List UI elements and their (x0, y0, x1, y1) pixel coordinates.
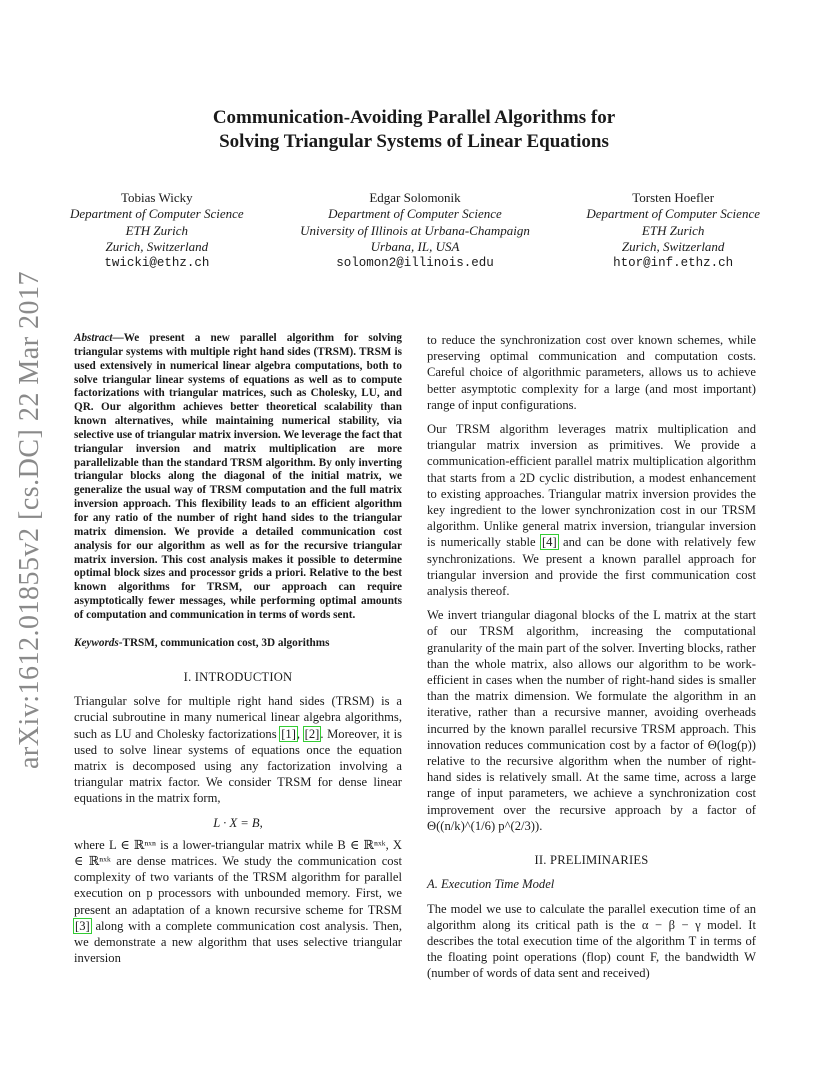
equation-trsm: L · X = B, (213, 815, 263, 830)
right-paragraph-2 (427, 421, 756, 599)
author-name: Edgar Solomonik (369, 190, 461, 205)
text-run: , (296, 726, 304, 741)
author-email[interactable]: htor@inf.ethz.ch (613, 256, 734, 271)
abstract (74, 332, 402, 623)
author-name: Torsten Hoefler (632, 190, 715, 205)
author-location: Zurich, Switzerland (621, 238, 725, 254)
abstract-text: —We present a new parallel algorithm for solving triangular systems with multiple right hand sides (TRSM). TRSM is used extensively in numerical linear algebra computations, both to solve triangular linear systems of equations as well as to compute factorizations with triangular matrices, such as Cholesky, LU, and QR. Our algorithm achieves better theoretical scalability than known alternatives, while maintaining numerical stability, via selective use of triangular matrix inversion. We leverage the fact that triangular inversion and matrix multiplication are more parallelizable than the standard TRSM algorithm. By only inverting triangular blocks along the diagonal of the initial matrix, we generalize the usual way of TRSM computation and the full matrix inversion approach. This flexibility leads to an efficient algorithm for any ratio of the number of right hand sides to the triangular matrix dimension. We provide a detailed communication cost analysis for our algorithm as well as for the recursive triangular matrix inversion. This cost analysis makes it possible to determine optimal block sizes and processor grids a priori. Relative to the best known algorithms for TRSM, our approach can require asymptotically fewer messages, while performing optimal amounts of computation and communication in terms of words sent. (74, 332, 402, 621)
author-institution: ETH Zurich (125, 222, 189, 238)
author-institution: ETH Zurich (641, 222, 705, 238)
section-heading-preliminaries: II. PRELIMINARIES (534, 853, 649, 868)
intro-paragraph-2 (74, 837, 402, 967)
right-paragraph-1: to reduce the synchronization cost over known schemes, while preserving optimal communication and computation costs. Careful choice of algorithmic parameters, allows us to achieve better asymptotic complexity for a large (and most important) range of input configurations. (427, 333, 756, 412)
text-run: along with a complete communication cost analysis. Then, we demonstrate a new algorithm that uses selective triangular inversion (74, 918, 402, 966)
author-1 (70, 190, 244, 271)
right-paragraph-3: We invert triangular diagonal blocks of the L matrix at the start of our TRSM algorithm, increasing the computational granularity of the main part of the solver. Inverting blocks, rather than the whole matrix, also allows our algorithm to be work-efficient in cases when the number of right-hand sides is smaller than the matrix dimension. We formulate the algorithm in an iterative, rather than a recursive manner, avoiding overheads incurred by the known parallel recursive TRSM approach. This innovation reduces communication cost by a factor of Θ(log(p)) relative to the recursive algorithm when the number of right-hand sides is relatively small. At the same time, across a large range of input parameters, we achieve a synchronization cost improvement over the recursive approach by a factor of Θ((n/k)^(1/6) p^(2/3)). (427, 608, 756, 833)
right-column (427, 332, 756, 990)
author-department: Department of Computer Science (70, 206, 244, 222)
author-email[interactable]: solomon2@illinois.edu (336, 256, 494, 271)
left-column (74, 332, 402, 974)
section-heading-introduction: I. INTRODUCTION (183, 669, 293, 684)
title-line-1: Communication-Avoiding Parallel Algorithms for (212, 107, 616, 128)
author-name: Tobias Wicky (121, 190, 193, 205)
author-block (70, 190, 760, 271)
author-institution: University of Illinois at Urbana-Champaign (300, 222, 530, 238)
intro-paragraph-1 (74, 693, 402, 806)
text-run: and can be done with relatively few synchronizations. We present a known parallel approach for triangular inversion and provide the first communication cost analysis thereof. (427, 535, 756, 599)
author-location: Urbana, IL, USA (370, 238, 460, 254)
keywords (74, 635, 402, 651)
author-3 (586, 190, 760, 271)
arxiv-sidebar (8, 270, 52, 770)
author-department: Department of Computer Science (328, 206, 502, 222)
citation-link-4[interactable]: [4] (541, 535, 557, 550)
arxiv-identifier: arXiv:1612.01855v2 [cs.DC] 22 Mar 2017 (14, 270, 45, 770)
text-run: where L ∈ ℝⁿˣⁿ is a lower-triangular matrix while B ∈ ℝⁿˣᵏ, X ∈ ℝⁿˣᵏ are dense matrices. We study the communication cost complexity of two variants of the TRSM algorithm for parallel execution on p processors with unbounded memory. First, we present an adaptation of a known recursive scheme for TRSM (74, 837, 402, 917)
author-2 (300, 190, 530, 271)
citation-link-3[interactable]: [3] (75, 918, 90, 933)
citation-link-2[interactable]: [2] (304, 726, 320, 741)
text-run: Our TRSM algorithm leverages matrix multiplication and triangular matrix inversion as primitives. We provide a communication-efficient parallel matrix multiplication algorithm that starts from a 2D cyclic distribution, a modest enhancement to existing approaches. Triangular matrix inversion provides the key ingredient to the lower synchronization cost in our TRSM algorithm. Unlike general matrix inversion, triangular inversion is numerically stable (427, 422, 756, 550)
subsection-heading-execution-time-model: A. Execution Time Model (427, 877, 555, 892)
author-email[interactable]: twicki@ethz.ch (104, 256, 210, 271)
author-department: Department of Computer Science (586, 206, 760, 222)
text-run: . Moreover, it is used to solve linear systems of equations once the equation matrix is decomposed using any factorization involving a triangular matrix factor. We consider TRSM for dense linear equations in the matrix form, (74, 726, 402, 806)
keywords-text: -TRSM, communication cost, 3D algorithms (118, 636, 330, 649)
text-run: Triangular solve for multiple right hand sides (TRSM) is a crucial subroutine in many numerical linear algebra algorithms, such as LU and Cholesky factorizations (74, 694, 402, 741)
citation-link-1[interactable]: [1] (281, 726, 296, 741)
author-location: Zurich, Switzerland (105, 238, 209, 254)
keywords-label: Keywords (74, 636, 119, 649)
abstract-label: Abstract (74, 332, 113, 344)
right-paragraph-4: The model we use to calculate the parallel execution time of an algorithm along its critical path is the α − β − γ model. It describes the total execution time of the algorithm T in terms of the floating point operations (flop) count F, the bandwidth W (number of words of data sent and received) (427, 901, 756, 981)
paper-title (0, 106, 828, 154)
title-line-2: Solving Triangular Systems of Linear Equations (219, 131, 609, 152)
